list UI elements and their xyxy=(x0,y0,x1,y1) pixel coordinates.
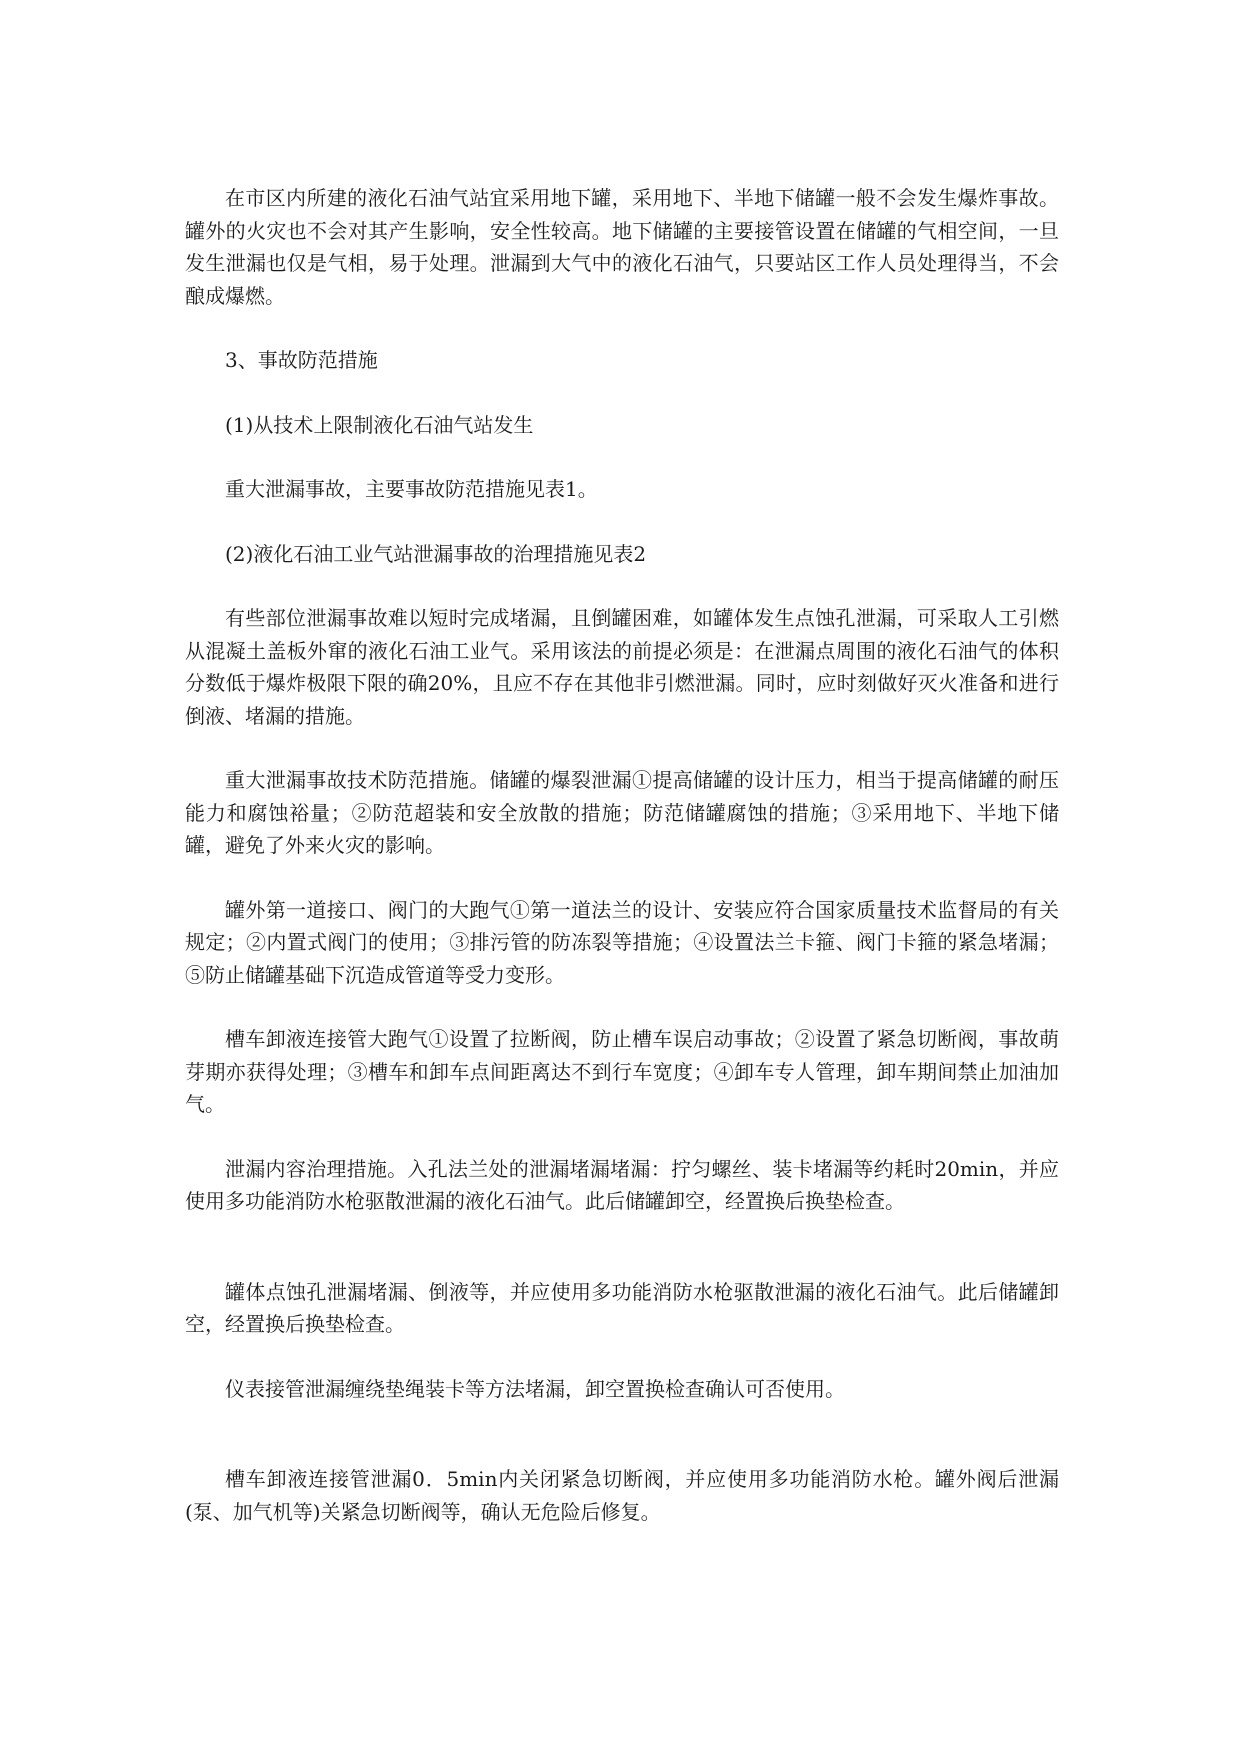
paragraph-table1-reference: 重大泄漏事故，主要事故防范措施见表1。 xyxy=(225,477,598,501)
paragraph-first-flange-valve: 罐外第一道接口、阀门的大跑气①第一道法兰的设计、安装应符合国家质量技术监督局的有关规定；②内置式阀门的使用；③排污管的防冻裂等措施；④设置法兰卡箍、阀门卡箍的紧急堵漏；⑤防止储罐基础下沉造成管道等受力变形。 xyxy=(185,897,1059,987)
paragraph-instrument-pipe: 仪表接管泄漏缠绕垫绳装卡等方法堵漏，卸空置换检查确认可否使用。 xyxy=(225,1376,845,1401)
paragraph-manhole-flange: 泄漏内容治理措施。入孔法兰处的泄漏堵漏堵漏：拧匀螺丝、装卡堵漏等约耗时20min，并应使用多功能消防水枪驱散泄漏的液化石油气。此后储罐卸空，经置换后换垫检查。 xyxy=(185,1156,1059,1213)
subheading-table2-reference: (2)液化石油工业气站泄漏事故的治理措施见表2 xyxy=(225,541,647,566)
paragraph-ignition-method: 有些部位泄漏事故难以短时完成堵漏，且倒罐困难，如罐体发生点蚀孔泄漏，可采取人工引燃从混凝土盖板外窜的液化石油工业气。采用该法的前提必须是：在泄漏点周围的液化石油气的体积分数低于爆炸极限下限的确20%，且应不存在其他非引燃泄漏。同时，应时刻做好灭火准备和进行倒液、堵漏的措施。 xyxy=(185,606,1059,728)
section-heading-accident-prevention: 3、事故防范措施 xyxy=(225,348,378,372)
paragraph-pitting-leak: 罐体点蚀孔泄漏堵漏、倒液等，并应使用多功能消防水枪驱散泄漏的液化石油气。此后储罐卸空，经置换后换垫检查。 xyxy=(185,1279,1059,1336)
paragraph-unloading-pipe-leak: 槽车卸液连接管泄漏0．5min内关闭紧急切断阀，并应使用多功能消防水枪。罐外阀后泄漏(泵、加气机等)关紧急切断阀等，确认无危险后修复。 xyxy=(185,1467,1059,1524)
paragraph-tank-burst-prevention: 重大泄漏事故技术防范措施。储罐的爆裂泄漏①提高储罐的设计压力，相当于提高储罐的耐压能力和腐蚀裕量；②防范超装和安全放散的措施；防范储罐腐蚀的措施；③采用地下、半地下储罐，避免了外来火灾的影响。 xyxy=(185,768,1059,857)
document-body xyxy=(185,182,1059,1528)
paragraph-underground-tanks: 在市区内所建的液化石油气站宜采用地下罐，采用地下、半地下储罐一般不会发生爆炸事故。罐外的火灾也不会对其产生影响，安全性较高。地下储罐的主要接管设置在储罐的气相空间，一旦发生泄漏也仅是气相，易于处理。泄漏到大气中的液化石油气，只要站区工作人员处理得当，不会酿成爆燃。 xyxy=(185,186,1059,308)
subheading-technical-limits: (1)从技术上限制液化石油气站发生 xyxy=(225,412,534,437)
paragraph-tanker-unloading: 槽车卸液连接管大跑气①设置了拉断阀，防止槽车误启动事故；②设置了紧急切断阀，事故萌芽期亦获得处理；③槽车和卸车点间距离达不到行车宽度；④卸车专人管理，卸车期间禁止加油加气。 xyxy=(185,1027,1059,1116)
